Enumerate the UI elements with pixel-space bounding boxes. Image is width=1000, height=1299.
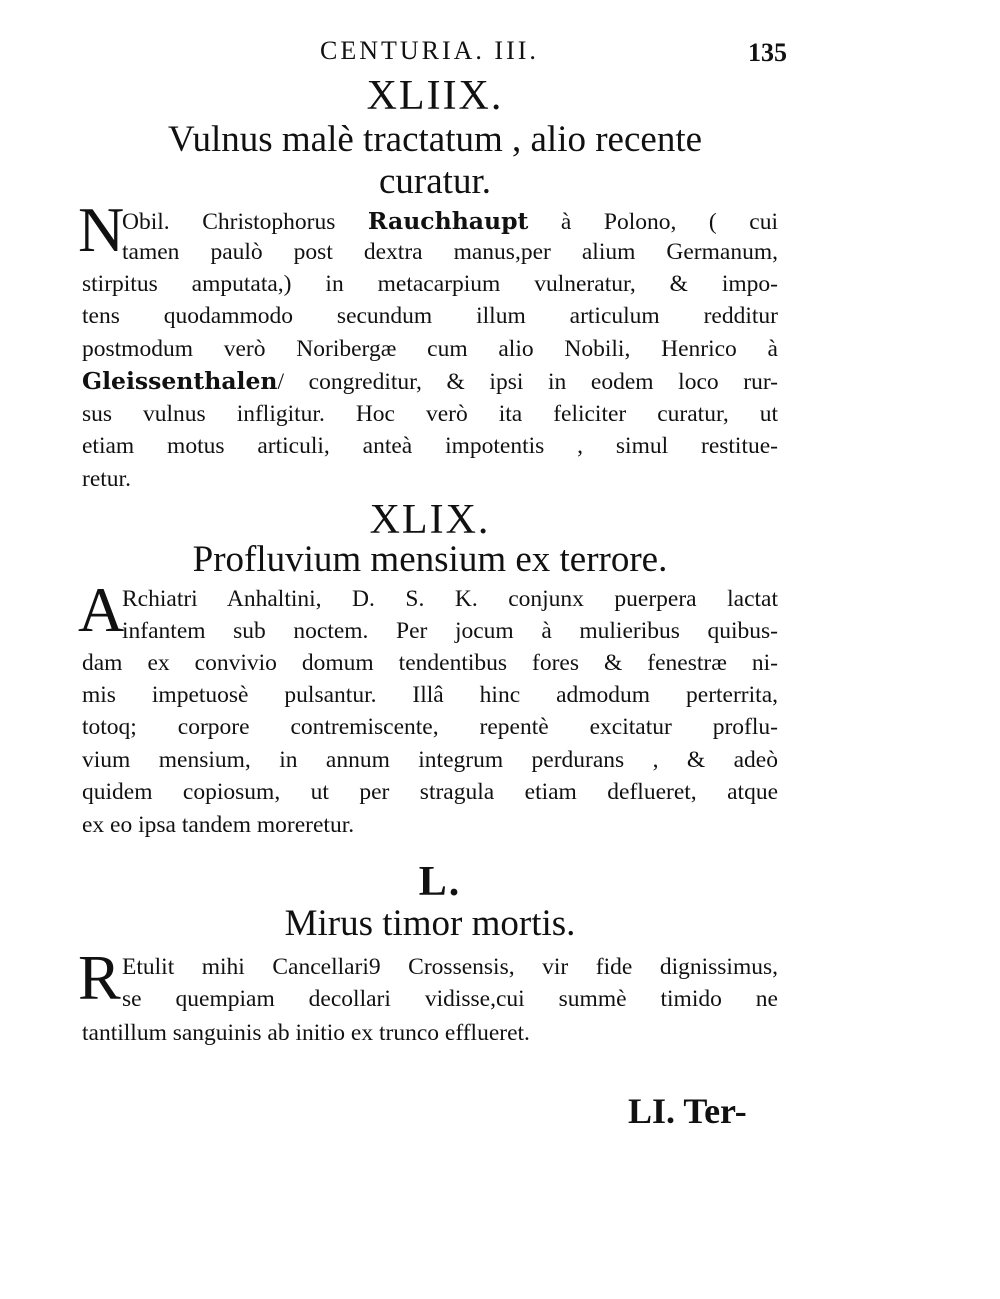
text-line: sus vulnus infligitur. Hoc verò ita feliciter curatur, ut	[82, 401, 778, 427]
text-line: infantem sub noctem. Per jocum à mulieribus quibus-	[122, 618, 778, 644]
text-line: Gleissenthalen/ congreditur, & ipsi in eodem loco rur-	[82, 367, 778, 395]
section-title-line: Vulnus malè tractatum , alio recente	[167, 119, 703, 160]
catchword: LI. Ter-	[628, 1091, 747, 1131]
text-line: ex eo ipsa tandem moreretur.	[82, 812, 355, 838]
section-title-line: Profluvium mensium ex terrore.	[192, 539, 668, 580]
drop-cap: A	[78, 574, 125, 645]
section-number: L.	[418, 859, 462, 905]
section-title-line: Mirus timor mortis.	[284, 903, 576, 944]
text-line: vium mensium, in annum integrum perdurans , & adeò	[82, 747, 778, 773]
section-number: XLIIX.	[366, 73, 504, 119]
text-line: postmodum verò Noribergæ cum alio Nobili, Henrico à	[82, 336, 778, 362]
text-line: dam ex convivio domum tendentibus fores & fenestræ ni-	[82, 650, 778, 676]
text-line: retur.	[82, 466, 131, 492]
text-line: se quempiam decollari vidisse,cui summè timido ne	[122, 986, 778, 1012]
section-title-line: curatur.	[379, 161, 491, 202]
text-line: Rchiatri Anhaltini, D. S. K. conjunx puerpera lactat	[122, 586, 778, 612]
blackletter-name: Gleissenthalen	[82, 367, 278, 395]
drop-cap: R	[78, 942, 121, 1013]
section-number: XLIX.	[369, 497, 491, 543]
text-line: Etulit mihi Cancellari9 Crossensis, vir fide dignissimus,	[122, 954, 778, 980]
drop-cap: N	[78, 194, 125, 265]
text-line: tantillum sanguinis ab initio ex trunco efflueret.	[82, 1020, 530, 1046]
text-line: Obil. Christophorus Rauchhaupt à Polono, ( cui	[122, 207, 778, 235]
text-line: stirpitus amputata,) in metacarpium vulneratur, & impo-	[82, 271, 778, 297]
text-line: totoq; corpore contremiscente, repentè excitatur proflu-	[82, 714, 778, 740]
text-line: quidem copiosum, ut per stragula etiam deflueret, atque	[82, 779, 778, 805]
blackletter-name: Rauchhaupt	[367, 207, 529, 235]
text-line: mis impetuosè pulsantur. Illâ hinc admodum perterrita,	[82, 682, 778, 708]
text-line: tamen paulò post dextra manus,per alium Germanum,	[122, 239, 778, 265]
text-line: etiam motus articuli, anteà impotentis , simul restitue-	[82, 433, 778, 459]
running-head: CENTURIA. III.	[320, 36, 539, 65]
text-line: tens quodammodo secundum illum articulum redditur	[82, 303, 778, 329]
page-number: 135	[748, 38, 787, 67]
